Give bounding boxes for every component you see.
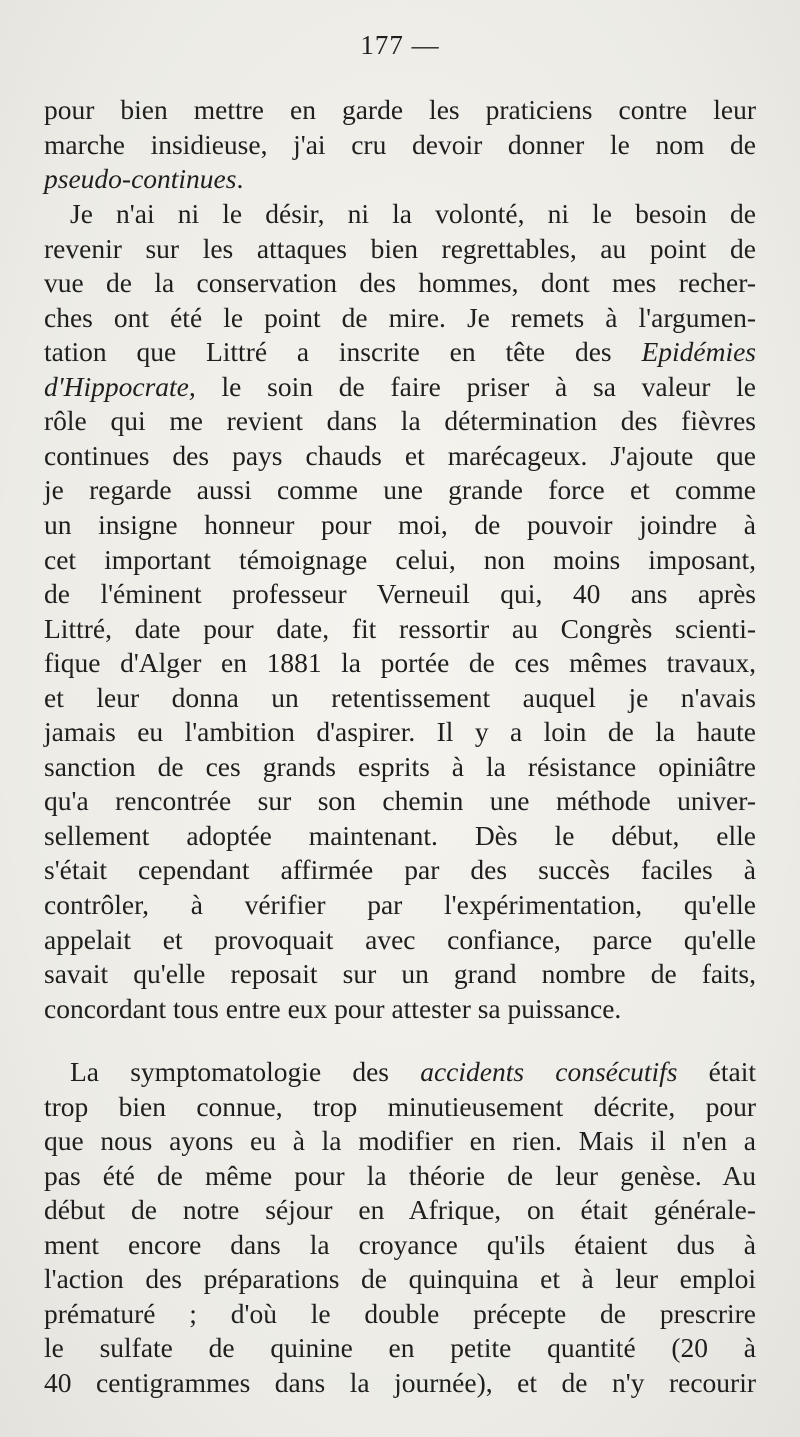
text-line [44, 887, 756, 923]
text-segment: l'action des préparations de quinquina et à leur emploi [44, 1263, 756, 1295]
text-line [44, 611, 756, 647]
text-segment: contrôler, à vérifier par l'expérimentation, qu'elle [44, 889, 756, 920]
text-line [44, 1158, 756, 1194]
text-line [44, 403, 756, 439]
page-number: 177 — [360, 30, 440, 60]
text-line [44, 1123, 756, 1159]
text-segment: le soin de faire priser à sa valeur le [195, 370, 756, 402]
text-line [44, 1192, 756, 1228]
text-line [44, 645, 756, 681]
text-segment: Je n'ai ni le désir, ni la volonté, ni le besoin de [70, 198, 756, 229]
text-segment: 40 centigrammes dans la journée), et de n'y recourir [44, 1366, 756, 1398]
text-line [44, 1089, 756, 1125]
text-segment: je regarde aussi comme une grande force et comme [44, 474, 756, 506]
text-line [44, 749, 756, 785]
text-segment: et leur donna un retentissement auquel je n'avais [44, 681, 756, 713]
text-line [44, 161, 756, 197]
text-line [44, 472, 756, 508]
text-line [44, 369, 756, 405]
text-segment: sellement adoptée maintenant. Dès le début, elle [44, 819, 756, 851]
text-line [44, 542, 756, 578]
text-segment: appelait et provoquait avec confiance, parce qu'elle [44, 923, 756, 955]
italic-text: pseudo-continues [44, 163, 237, 195]
text-segment: tation que Littré a inscrite en tête des [44, 336, 642, 368]
text-segment: ment encore dans la croyance qu'ils étaient dus à [44, 1228, 756, 1260]
text-segment: Littré, date pour date, fit ressortir au Congrès scienti- [44, 612, 756, 644]
italic-text: accidents consécutifs [420, 1056, 678, 1087]
text-line [44, 956, 756, 992]
italic-text: d'Hippocrate, [44, 370, 196, 402]
text-segment: concordant tous entre eux pour attester sa puissance. [44, 992, 622, 1024]
text-line [44, 196, 756, 232]
text-line [44, 507, 756, 543]
text-segment: continues des pays chauds et marécageux. J'ajoute que [44, 439, 756, 471]
text-segment: un insigne honneur pour moi, de pouvoir joindre à [44, 508, 756, 540]
text-line [44, 92, 756, 128]
text-segment: sanction de ces grands esprits à la résistance opiniâtre [44, 750, 756, 782]
text-line [44, 1261, 756, 1297]
text-line [44, 300, 756, 336]
text-line [44, 265, 756, 301]
text-segment: revenir sur les attaques bien regrettables, au point de [44, 232, 756, 264]
text-segment: savait qu'elle reposait sur un grand nombre de faits, [44, 958, 756, 990]
text-segment: rôle qui me revient dans la détermination des fièvres [44, 405, 756, 437]
text-line [44, 334, 756, 370]
text-line [44, 783, 756, 819]
text-segment: La symptomatologie des [70, 1056, 421, 1087]
text-line [44, 438, 756, 474]
text-segment: était [677, 1056, 756, 1087]
text-segment: vue de la conservation des hommes, dont mes recher- [44, 267, 756, 299]
text-segment: fique d'Alger en 1881 la portée de ces mêmes travaux, [44, 647, 756, 679]
text-line [44, 576, 756, 612]
text-segment: qu'a rencontrée sur son chemin une méthode univer- [44, 785, 756, 817]
text-segment: le sulfate de quinine en petite quantité (20 à [44, 1332, 756, 1364]
text-segment: cet important témoignage celui, non moins imposant, [44, 543, 756, 575]
text-segment: jamais eu l'ambition d'aspirer. Il y a loin de la haute [44, 716, 756, 748]
text-segment: pour bien mettre en garde les praticiens contre leur [44, 94, 756, 125]
text-line [44, 991, 756, 1027]
text-line [44, 1365, 756, 1401]
italic-text: Epidémies [641, 336, 756, 368]
text-segment: de l'éminent professeur Verneuil qui, 40 ans après [44, 578, 756, 610]
text-line [44, 1330, 756, 1366]
text-segment: trop bien connue, trop minutieusement décrite, pour [44, 1090, 756, 1122]
text-segment: pas été de même pour la théorie de leur genèse. Au [44, 1159, 756, 1191]
text-line [44, 818, 756, 854]
text-line [44, 1227, 756, 1263]
text-segment: . [236, 163, 244, 195]
text-segment: prématuré ; d'où le double précepte de prescrire [44, 1297, 756, 1329]
text-line [44, 714, 756, 750]
text-segment: s'était cependant affirmée par des succès faciles à [44, 854, 756, 886]
text-line [44, 1296, 756, 1332]
text-line [44, 1054, 756, 1090]
text-segment: début de notre séjour en Afrique, on était générale- [44, 1194, 756, 1226]
text-segment: marche insidieuse, j'ai cru devoir donner le nom de [44, 128, 756, 160]
text-segment: que nous ayons eu à la modifier en rien. Mais il n'en a [44, 1125, 756, 1157]
text-line [44, 231, 756, 267]
text-line [44, 127, 756, 163]
text-line [44, 680, 756, 716]
text-line [44, 922, 756, 958]
text-line [44, 852, 756, 888]
text-segment: ches ont été le point de mire. Je remets à l'argumen- [44, 301, 756, 333]
